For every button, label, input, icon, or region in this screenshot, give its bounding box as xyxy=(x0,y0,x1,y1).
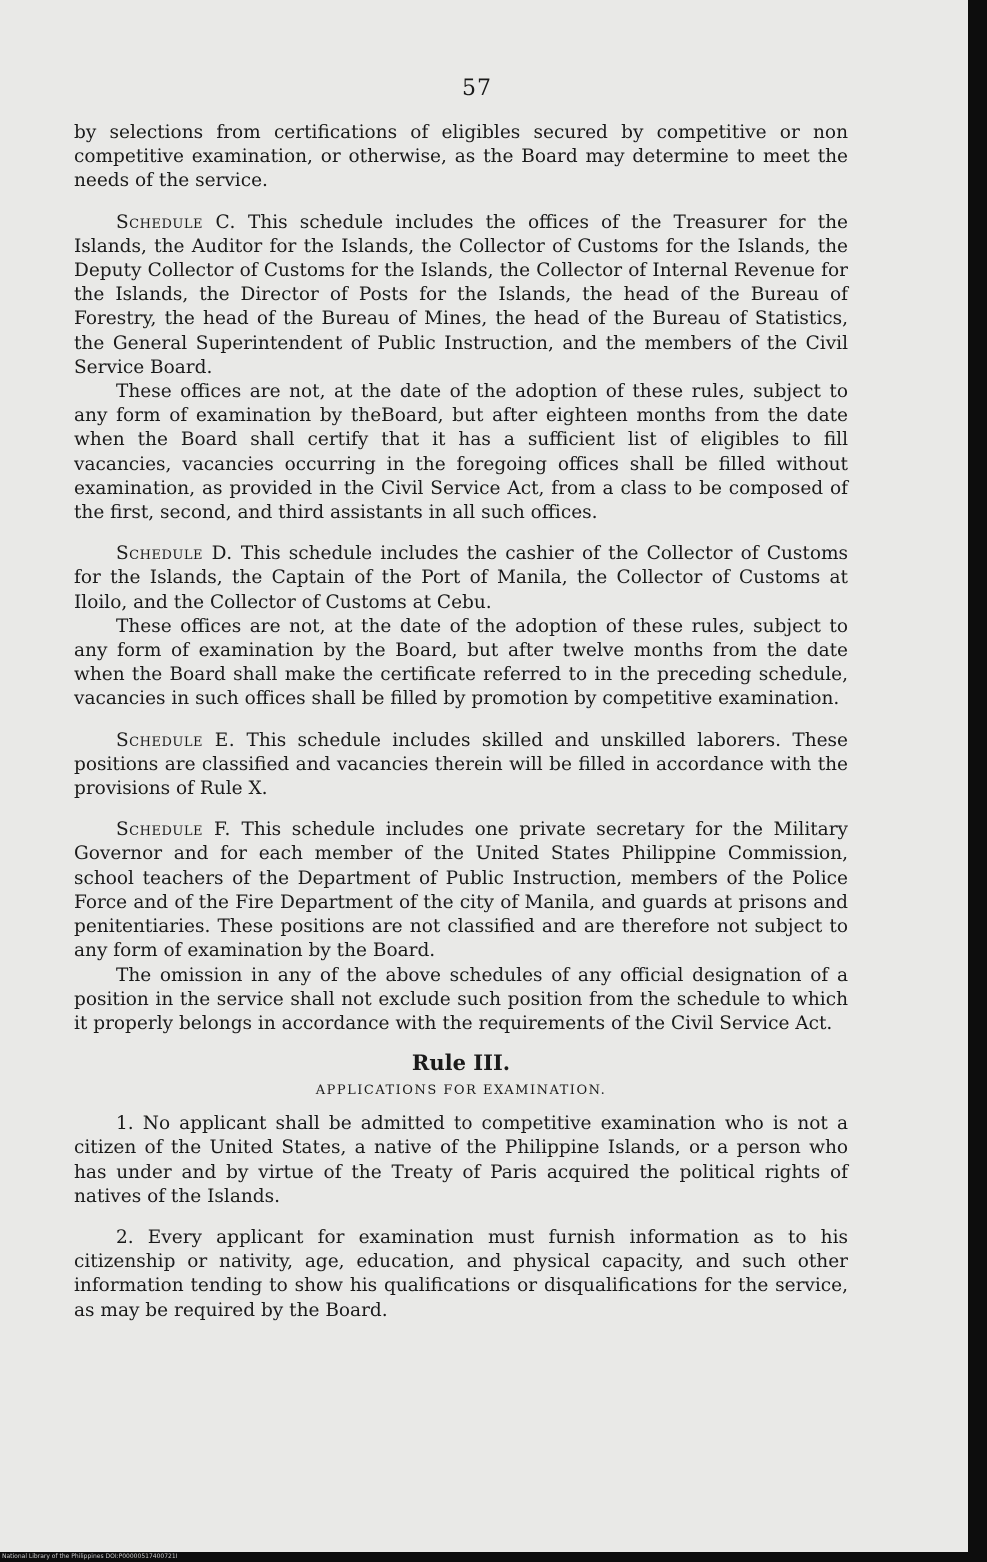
page-number: 57 xyxy=(462,76,492,101)
schedule-f-text: This schedule includes one private secretary for the Military Governor and for each member of the United States Philippine Commission, school teachers of the Department of Public Instruction, members of the Police Force and of the Fire Department of the city of Manila, and guards at prisons and penitentiaries. These positions are not classified and are therefore not subject to any form of examination by the Board. xyxy=(74,819,848,962)
rule-item xyxy=(74,1112,848,1209)
schedule-e-label: Schedule E. xyxy=(116,729,236,751)
rule-item-text: Every applicant for examination must furnish information as to his citizenship or nativity, age, education, and physical capacity, and such other information tending to show his qualifications or disqualifications for the service, as may be required by the Board. xyxy=(74,1226,848,1321)
schedule-d-paragraph xyxy=(74,542,848,615)
schedule-d-label: Schedule D. xyxy=(116,543,233,565)
schedule-d-text: This schedule includes the cashier of the Collector of Customs for the Islands, the Captain of the Port of Manila, the Collector of Customs at Iloilo, and the Collector of Customs at Cebu. xyxy=(74,543,849,613)
intro-paragraph: by selections from certifications of eligibles secured by competitive or non competitive examination, or otherwise, as the Board may determine to meet the needs of the service. xyxy=(74,122,848,192)
rule-item-text: No applicant shall be admitted to competitive examination who is not a citizen of the United States, a native of the Philippine Islands, or a person who has under and by virtue of the Treaty of Paris acquired the political rights of natives of the Islands. xyxy=(74,1113,848,1207)
rule-subheading: APPLICATIONS FOR EXAMINATION. xyxy=(315,1083,607,1099)
scan-footer: National Library of the Philippines DOI:P00000517400721I xyxy=(2,1553,178,1560)
schedule-f-label: Schedule F. xyxy=(116,819,231,841)
rule-item-number: 1. xyxy=(116,1113,134,1135)
schedule-c-paragraph xyxy=(74,211,848,380)
schedule-c-label: Schedule C. xyxy=(116,211,236,233)
schedule-f-paragraph xyxy=(74,818,848,963)
schedule-e-text: This schedule includes skilled and unskilled laborers. These positions are classified and vacancies therein will be filled in accordance with the provisions of Rule X. xyxy=(74,729,848,800)
rule-heading: Rule III. xyxy=(411,1050,511,1076)
schedule-d-note: These offices are not, at the date of the adoption of these rules, subject to any form of examination by the Board, but after twelve months from the date when the Board shall make the certificate referred to in the preceding schedule, vacancies in such offices shall be filled by promotion by competitive examination. xyxy=(74,615,848,710)
schedule-c-note: These offices are not, at the date of the adoption of these rules, subject to any form of examination by theBoard, but after eighteen months from the date when the Board shall certify that it has a sufficient list of eligibles to fill vacancies, vacancies occurring in the foregoing offices shall be filled without examination, as provided in the Civil Service Act, from a class to be composed of the first, second, and third assistants in all such offices. xyxy=(74,381,848,524)
schedule-e-paragraph xyxy=(74,729,848,802)
schedule-c-text: This schedule includes the offices of the Treasurer for the Islands, the Auditor for the Islands, the Collector of Customs for the Islands, the Deputy Collector of Customs for the Islands, the Collector of Internal Revenue for the Islands, the Director of Posts for the Islands, the head of the Bureau of Forestry, the head of the Bureau of Mines, the head of the Bureau of Statistics, the General Superintendent of Public Instruction, and the members of the Civil Service Board. xyxy=(74,211,848,378)
scan-edge xyxy=(968,0,987,1562)
omission-paragraph: The omission in any of the above schedules of any official designation of a position in the service shall not exclude such position from the schedule to which it properly belongs in accordance with the requirements of the Civil Service Act. xyxy=(74,964,848,1034)
rule-item-number: 2. xyxy=(116,1226,134,1248)
rule-item xyxy=(74,1226,848,1323)
